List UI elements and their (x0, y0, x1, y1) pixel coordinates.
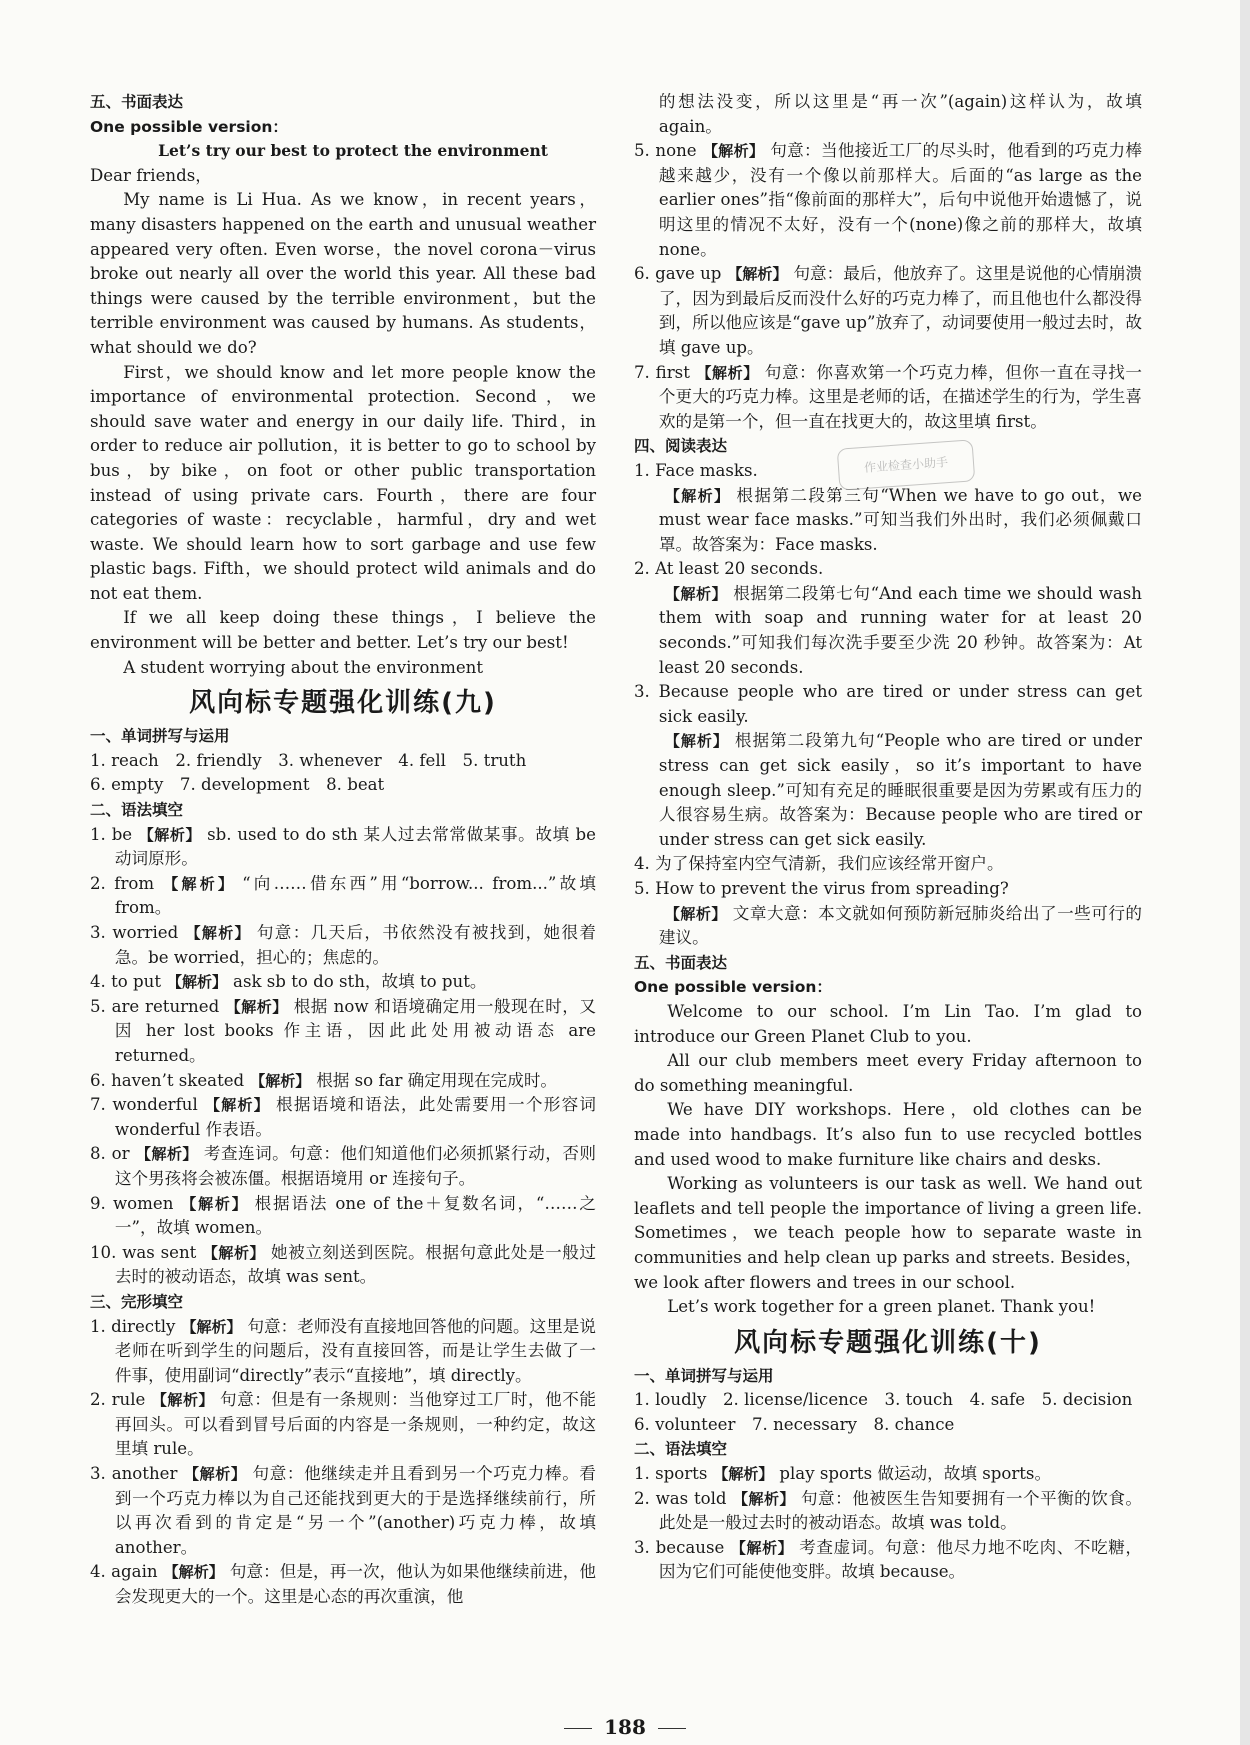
analysis-text: 根据语境和语法，此处需要用一个形容词 wonderful 作表语。 (114, 1095, 597, 1139)
essay-paragraph: First，we should know and let more people know the importance of environmental protection. Second，we should save water and energy in our daily life. Third，in order to reduce air pollution，it is better to go to school by bus，by bike，on foot or other public transportation instead of using private cars. Fourth，there are four categories of waste：recyclable，harmful，dry and wet waste. We should learn how to sort garbage and use few plastic bags. Fifth，we should protect wild animals and do not eat them. (90, 362, 596, 603)
answer-item (90, 921, 596, 970)
essay-paragraph: All our club members meet every Friday afternoon to do something meaningful. (634, 1051, 1142, 1095)
essay-paragraph: If we all keep doing these things，I believe the environment will be better and better. Let’s try our best! (90, 608, 596, 653)
page-number (0, 1715, 1250, 1739)
essay-salutation: Dear friends， (90, 165, 212, 185)
analysis-tag: 【解析】 (250, 1071, 311, 1090)
essay-paragraph: Welcome to our school. I’m Lin Tao. I’m glad to introduce our Green Planet Club to you. (634, 1001, 1142, 1046)
answer-word: 4. to put (90, 972, 162, 992)
answer-item (90, 995, 596, 1069)
dash-right (658, 1728, 686, 1729)
section-header: 二、语法填空 (90, 801, 184, 820)
analysis-text: sb. used to do sth 某人过去常常做某事。故填 be 动词原形。 (114, 824, 596, 869)
left-column (90, 90, 596, 1610)
answer-word: 3. another (90, 1464, 178, 1484)
analysis-tag: 【解析】 (179, 1194, 249, 1213)
analysis-text: 句意：老师没有直接地回答他的问题。这里是说老师在听到学生的问题后，没有直接回答，而是让学生去做了一件事，使用副词“directly”表示“直接地”，填 directly。 (114, 1316, 596, 1385)
answer-word: 8. or (90, 1144, 130, 1164)
analysis-text: 句意：最后，他放弃了。这里是说他的心情崩溃了，因为到最后反而没什么好的巧克力棒了，而且他也什么都没得到，所以他应该是“gave up”放弃了，动词要使用一般过去时，故填 gave up。 (658, 264, 1143, 357)
answer-item (90, 872, 596, 921)
essay-paragraph: Let’s work together for a green planet. Thank you! (667, 1297, 1096, 1317)
answer-word: 2. was told (634, 1488, 727, 1508)
analysis-tag: 【解析】 (184, 924, 251, 942)
answer-word: 1. sports (634, 1464, 708, 1484)
analysis-tag: 【解析】 (202, 1243, 266, 1262)
analysis-text: play sports 做运动，故填 sports。 (779, 1464, 1052, 1484)
analysis-tag: 【解析】 (135, 1145, 198, 1164)
right-column (634, 90, 1142, 1585)
essay-signature: A student worrying about the environment (123, 657, 484, 677)
analysis-text: 句意：但是有一条规则：当他穿过工厂时，他不能再回头。可以看到冒号后面的内容是一条规则，一种约定，故这里填 rule。 (114, 1390, 596, 1459)
analysis-text: 考查虚词。句意：他尽力地不吃肉、不吃糖，因为它们可能使他变胖。故填 because。 (658, 1537, 1142, 1582)
analysis-paragraph (634, 484, 1142, 558)
analysis-text: “向……借东西”用“borrow... from...”故填 from。 (114, 873, 596, 918)
answer-item (90, 1142, 596, 1191)
analysis-tag: 【解析】 (695, 363, 759, 382)
analysis-tag: 【解析】 (160, 874, 237, 893)
analysis-tag: 【解析】 (167, 973, 228, 992)
analysis-tag: 【解析】 (730, 1538, 794, 1557)
analysis-text: ask sb to do sth，故填 to put。 (233, 972, 487, 992)
analysis-text: 根据 so far 确定用现在完成时。 (316, 1070, 558, 1090)
section-header: 四、阅读表达 (634, 437, 728, 456)
question-answer: 2. At least 20 seconds. (634, 559, 824, 579)
sample-label: One possible version： (634, 978, 832, 997)
analysis-paragraph (634, 729, 1142, 852)
analysis-tag: 【解析】 (181, 1317, 242, 1336)
answer-word: 4. again (90, 1562, 158, 1582)
answer-word: 3. because (634, 1537, 725, 1557)
analysis-tag: 【解析】 (664, 904, 727, 923)
answer-word: 7. first (634, 362, 690, 382)
page-number-text: 188 (604, 1715, 646, 1739)
analysis-text: 考查连词。句意：他们知道他们必须抓紧行动，否则这个男孩将会被冻僵。根据语境用 or 连接句子。 (114, 1144, 596, 1188)
answer-word: 6. gave up (634, 264, 722, 284)
analysis-text: 根据第二段第七句“And each time we should wash them with soap and running water for at least 20 seconds.”可知我们每次洗手要至少洗 20 秒钟。故答案为：At least 20 seconds. (658, 583, 1142, 677)
analysis-tag: 【解析】 (664, 486, 731, 505)
answer-item (90, 1093, 596, 1142)
analysis-text: 根据 now 和语境确定用一般现在时，又因 her lost books 作主语，因此此处用被动语态 are returned。 (114, 996, 596, 1065)
answer-word: 1. be (90, 824, 133, 844)
question-answer: 1. Face masks. (634, 460, 758, 480)
answer-word: 5. none (634, 141, 697, 161)
answer-word: 5. are returned (90, 996, 220, 1016)
unit-title: 风向标专题强化训练(十) (734, 1327, 1042, 1358)
cloze-answer-list (634, 139, 1142, 434)
answer-word: 6. haven’t skeated (90, 1070, 245, 1090)
analysis-text: 文章大意：本文就如何预防新冠肺炎给出了一些可行的建议。 (658, 903, 1142, 948)
answer-word: 7. wonderful (90, 1095, 198, 1115)
answer-word: 1. directly (90, 1316, 176, 1336)
answer-item (90, 1241, 596, 1290)
analysis-paragraph (634, 582, 1142, 680)
unit-title: 风向标专题强化训练(九) (189, 688, 497, 719)
analysis-tag: 【解析】 (702, 142, 765, 161)
analysis-tag: 【解析】 (225, 997, 288, 1016)
essay-title: Let’s try our best to protect the environment (158, 141, 548, 161)
answer-line: 1. loudly 2. license/licence 3. touch 4. safe 5. decision (634, 1390, 1133, 1410)
answer-item (634, 1462, 1142, 1487)
answer-item (90, 1560, 596, 1609)
analysis-tag: 【解析】 (163, 1563, 224, 1582)
answer-word: 3. worried (90, 923, 179, 942)
analysis-text: 句意：当他接近工厂的尽头时，他看到的巧克力棒越来越少，没有一个像以前那样大。后面的“as large as the earlier ones”指“像前面的那样大”，后句中说他开始遗憾了，说明这里的情况不太好，没有一个(none)像之前的那样大，故填 none。 (658, 141, 1143, 259)
answer-item (90, 1388, 596, 1462)
analysis-text: 句意：你喜欢第一个巧克力棒，但你一直在寻找一个更大的巧克力棒。这里是老师的话，在描述学生的行为，学生喜欢的是第一个，但一直在找更大的，故这里填 first。 (658, 362, 1142, 431)
answer-word: 10. was sent (90, 1242, 197, 1262)
analysis-tag: 【解析】 (664, 584, 728, 603)
dash-left (564, 1728, 592, 1729)
analysis-text: 句意：但是，再一次，他认为如果他继续前进，他会发现更大的一个。这里是心态的再次重演，他 (114, 1562, 596, 1607)
section-header: 一、单词拼写与运用 (634, 1366, 774, 1385)
answer-item (90, 1462, 596, 1560)
answer-line: 1. reach 2. friendly 3. whenever 4. fell 5. truth (90, 750, 527, 770)
analysis-tag: 【解析】 (203, 1096, 271, 1115)
answer-item (634, 1536, 1142, 1585)
page-edge (1240, 0, 1250, 1745)
answer-item (90, 1192, 596, 1241)
analysis-tag: 【解析】 (727, 265, 788, 284)
analysis-tag: 【解析】 (183, 1465, 247, 1484)
question-answer: 3. Because people who are tired or under stress can get sick easily. (634, 682, 1142, 726)
section-header: 二、语法填空 (634, 1440, 728, 1459)
answer-word: 2. rule (90, 1390, 146, 1410)
analysis-tag: 【解析】 (138, 825, 202, 844)
analysis-tag: 【解析】 (732, 1489, 795, 1508)
analysis-text: 她被立刻送到医院。根据句意此处是一般过去时的被动语态，故填 was sent。 (114, 1242, 596, 1287)
answer-word: 9. women (90, 1193, 174, 1213)
answer-item (90, 1315, 596, 1389)
analysis-text: 句意：他被医生告知要拥有一个平衡的饮食。此处是一般过去时的被动语态。故填 was told。 (658, 1488, 1142, 1533)
section-header: 一、单词拼写与运用 (90, 727, 230, 746)
section-header: 五、书面表达 (90, 93, 184, 111)
sample-label: One possible version： (90, 117, 288, 136)
watermark-stamp: 作业检查小助手 (837, 439, 976, 490)
answer-item (90, 823, 596, 872)
answer-item (90, 970, 596, 995)
reading-answer-list (634, 459, 1142, 951)
answer-item (634, 139, 1142, 262)
question-answer: 5. How to prevent the virus from spreading? (634, 879, 1009, 898)
essay-paragraph: My name is Li Hua. As we know，in recent years，many disasters happened on the earth and unusual weather appeared very often. Even worse，the novel corona－virus broke out nearly all over the world this year. All these bad things were caused by the terrible environment，but the terrible environment was caused by humans. As students，what should we do? (90, 190, 596, 357)
answer-word: 2. from (90, 873, 155, 893)
answer-line: 6. empty 7. development 8. beat (90, 775, 385, 795)
analysis-tag: 【解析】 (151, 1391, 214, 1410)
analysis-tag: 【解析】 (713, 1465, 774, 1484)
answer-item (90, 1069, 596, 1094)
section-header: 三、完形填空 (90, 1292, 184, 1311)
answer-line: 6. volunteer 7. necessary 8. chance (634, 1414, 955, 1434)
analysis-text: 句意：几天后，书依然没有被找到，她很着急。be worried，担心的；焦虑的。 (114, 923, 596, 967)
answer-item (634, 262, 1142, 360)
essay-paragraph: We have DIY workshops. Here，old clothes can be made into handbags. It’s also fun to use recycled bottles and used wood to make furniture like chairs and desks. (634, 1100, 1142, 1169)
analysis-text: 根据第二段第九句“People who are tired or under stress can get sick easily，so it’s important to have enough sleep.”可知有充足的睡眠很重要是因为劳累或有压力的人很容易生病。故答案为：Because people who are tired or under stress can get sick easily. (658, 731, 1142, 849)
grammar-answer-list (634, 1462, 1142, 1585)
question-answer: 4. 为了保持室内空气清新，我们应该经常开窗户。 (634, 854, 1004, 874)
answer-item (634, 361, 1142, 435)
section-header: 五、书面表达 (634, 953, 728, 972)
analysis-paragraph (634, 902, 1142, 951)
essay-paragraph: Working as volunteers is our task as well. We hand out leaflets and tell people the importance of living a green life. Sometimes，we teach people how to separate waste in communities and help clean up parks and streets. Besides，we look after flowers and trees in our school. (634, 1174, 1142, 1292)
answer-item (634, 1487, 1142, 1536)
analysis-text: 根据语法 one of the＋复数名词，“……之一”，故填 women。 (114, 1193, 596, 1238)
essay2-body (634, 1000, 1142, 1320)
analysis-text: 根据第二段第三句“When we have to go out，we must wear face masks.”可知当我们外出时，我们必须佩戴口罩。故答案为：Face masks. (658, 485, 1142, 554)
analysis-tag: 【解析】 (664, 732, 729, 751)
continued-explanation: 的想法没变，所以这里是“再一次”(again)这样认为，故填 again。 (658, 92, 1142, 136)
cloze-answer-list (90, 1315, 596, 1610)
analysis-text: 句意：他继续走并且看到另一个巧克力棒。看到一个巧克力棒以为自己还能找到更大的于是选择继续前行，所以再次看到的肯定是“另一个”(another)巧克力棒，故填 another。 (114, 1464, 596, 1557)
grammar-answer-list (90, 823, 596, 1290)
